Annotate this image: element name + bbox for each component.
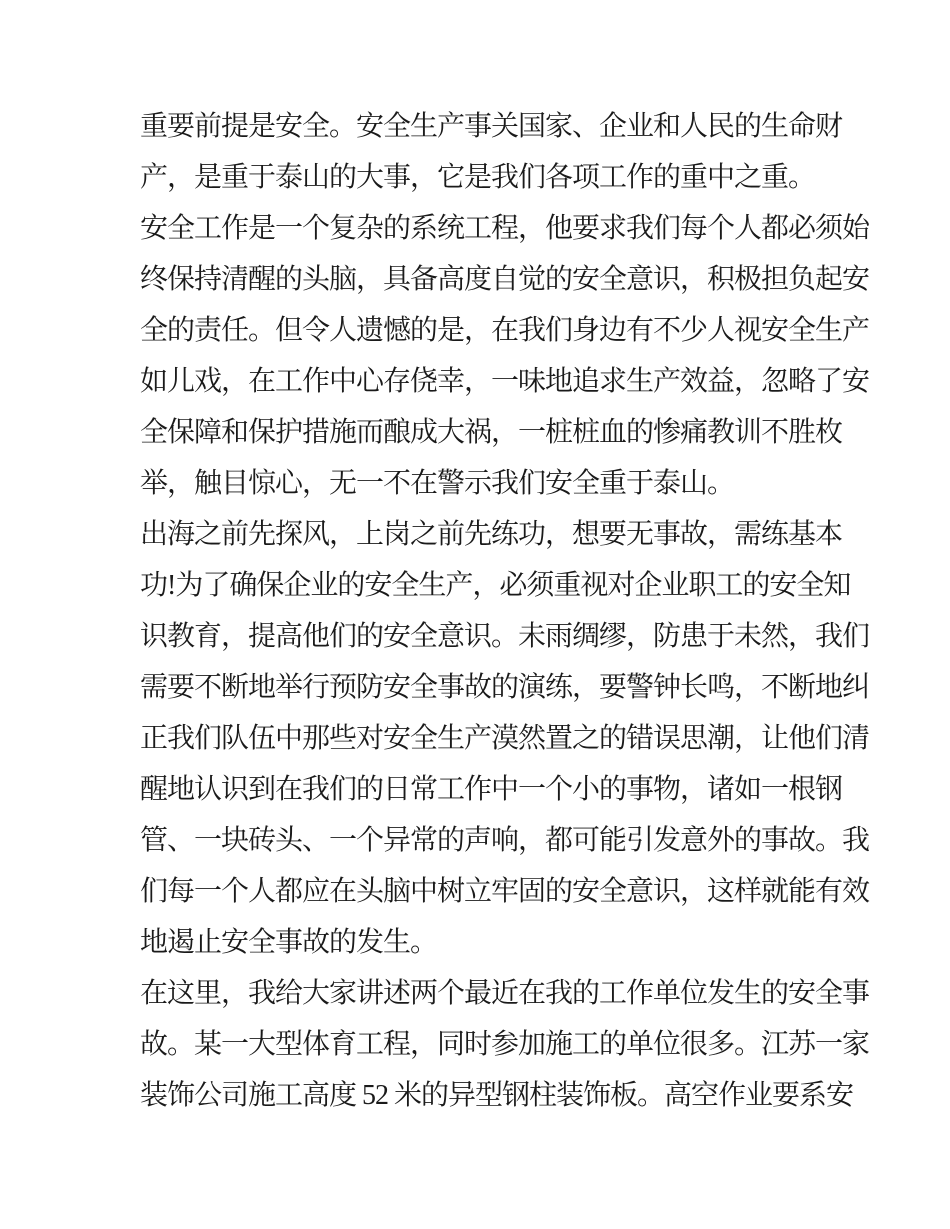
text-line: 正我们队伍中那些对安全生产漠然置之的错误思潮，让他们清 (140, 723, 870, 754)
paragraph-3 (140, 509, 870, 968)
text-line: 出海之前先探风，上岗之前先练功，想要无事故，需练基本 (140, 519, 843, 550)
text-line: 安全工作是一个复杂的系统工程，他要求我们每个人都必须始 (140, 213, 870, 244)
text-line: 在这里，我给大家讲述两个最近在我的工作单位发生的安全事 (140, 978, 870, 1009)
text-line: 识教育，提高他们的安全意识。未雨绸缪，防患于未然，我们 (140, 621, 870, 652)
text-line: 全的责任。但令人遗憾的是，在我们身边有不少人视安全生产 (140, 315, 870, 346)
text-line: 管、一块砖头、一个异常的声响，都可能引发意外的事故。我 (140, 825, 870, 856)
paragraph-4 (140, 968, 870, 1121)
text-line: 装饰公司施工高度 52 米的异型钢柱装饰板。高空作业要系安 (140, 1080, 854, 1111)
text-line: 地遏止安全事故的发生。 (140, 927, 438, 958)
text-line: 功!为了确保企业的安全生产，必须重视对企业职工的安全知 (140, 570, 851, 601)
text-line: 们每一个人都应在头脑中树立牢固的安全意识，这样就能有效 (140, 876, 870, 907)
text-line: 终保持清醒的头脑，具备高度自觉的安全意识，积极担负起安 (140, 264, 870, 295)
text-line: 重要前提是安全。安全生产事关国家、企业和人民的生命财 (140, 111, 843, 142)
text-line: 需要不断地举行预防安全事故的演练，要警钟长鸣，不断地纠 (140, 672, 870, 703)
text-line: 故。某一大型体育工程，同时参加施工的单位很多。江苏一家 (140, 1029, 870, 1060)
paragraph-2 (140, 203, 870, 509)
paragraph-1 (140, 101, 843, 203)
text-line: 举，触目惊心，无一不在警示我们安全重于泰山。 (140, 468, 735, 499)
text-line: 全保障和保护措施而酿成大祸，一桩桩血的惨痛教训不胜枚 (140, 417, 843, 448)
text-line: 醒地认识到在我们的日常工作中一个小的事物，诸如一根钢 (140, 774, 843, 805)
text-line: 如儿戏，在工作中心存侥幸，一味地追求生产效益，忽略了安 (140, 366, 870, 397)
text-line: 产，是重于泰山的大事，它是我们各项工作的重中之重。 (140, 162, 816, 193)
